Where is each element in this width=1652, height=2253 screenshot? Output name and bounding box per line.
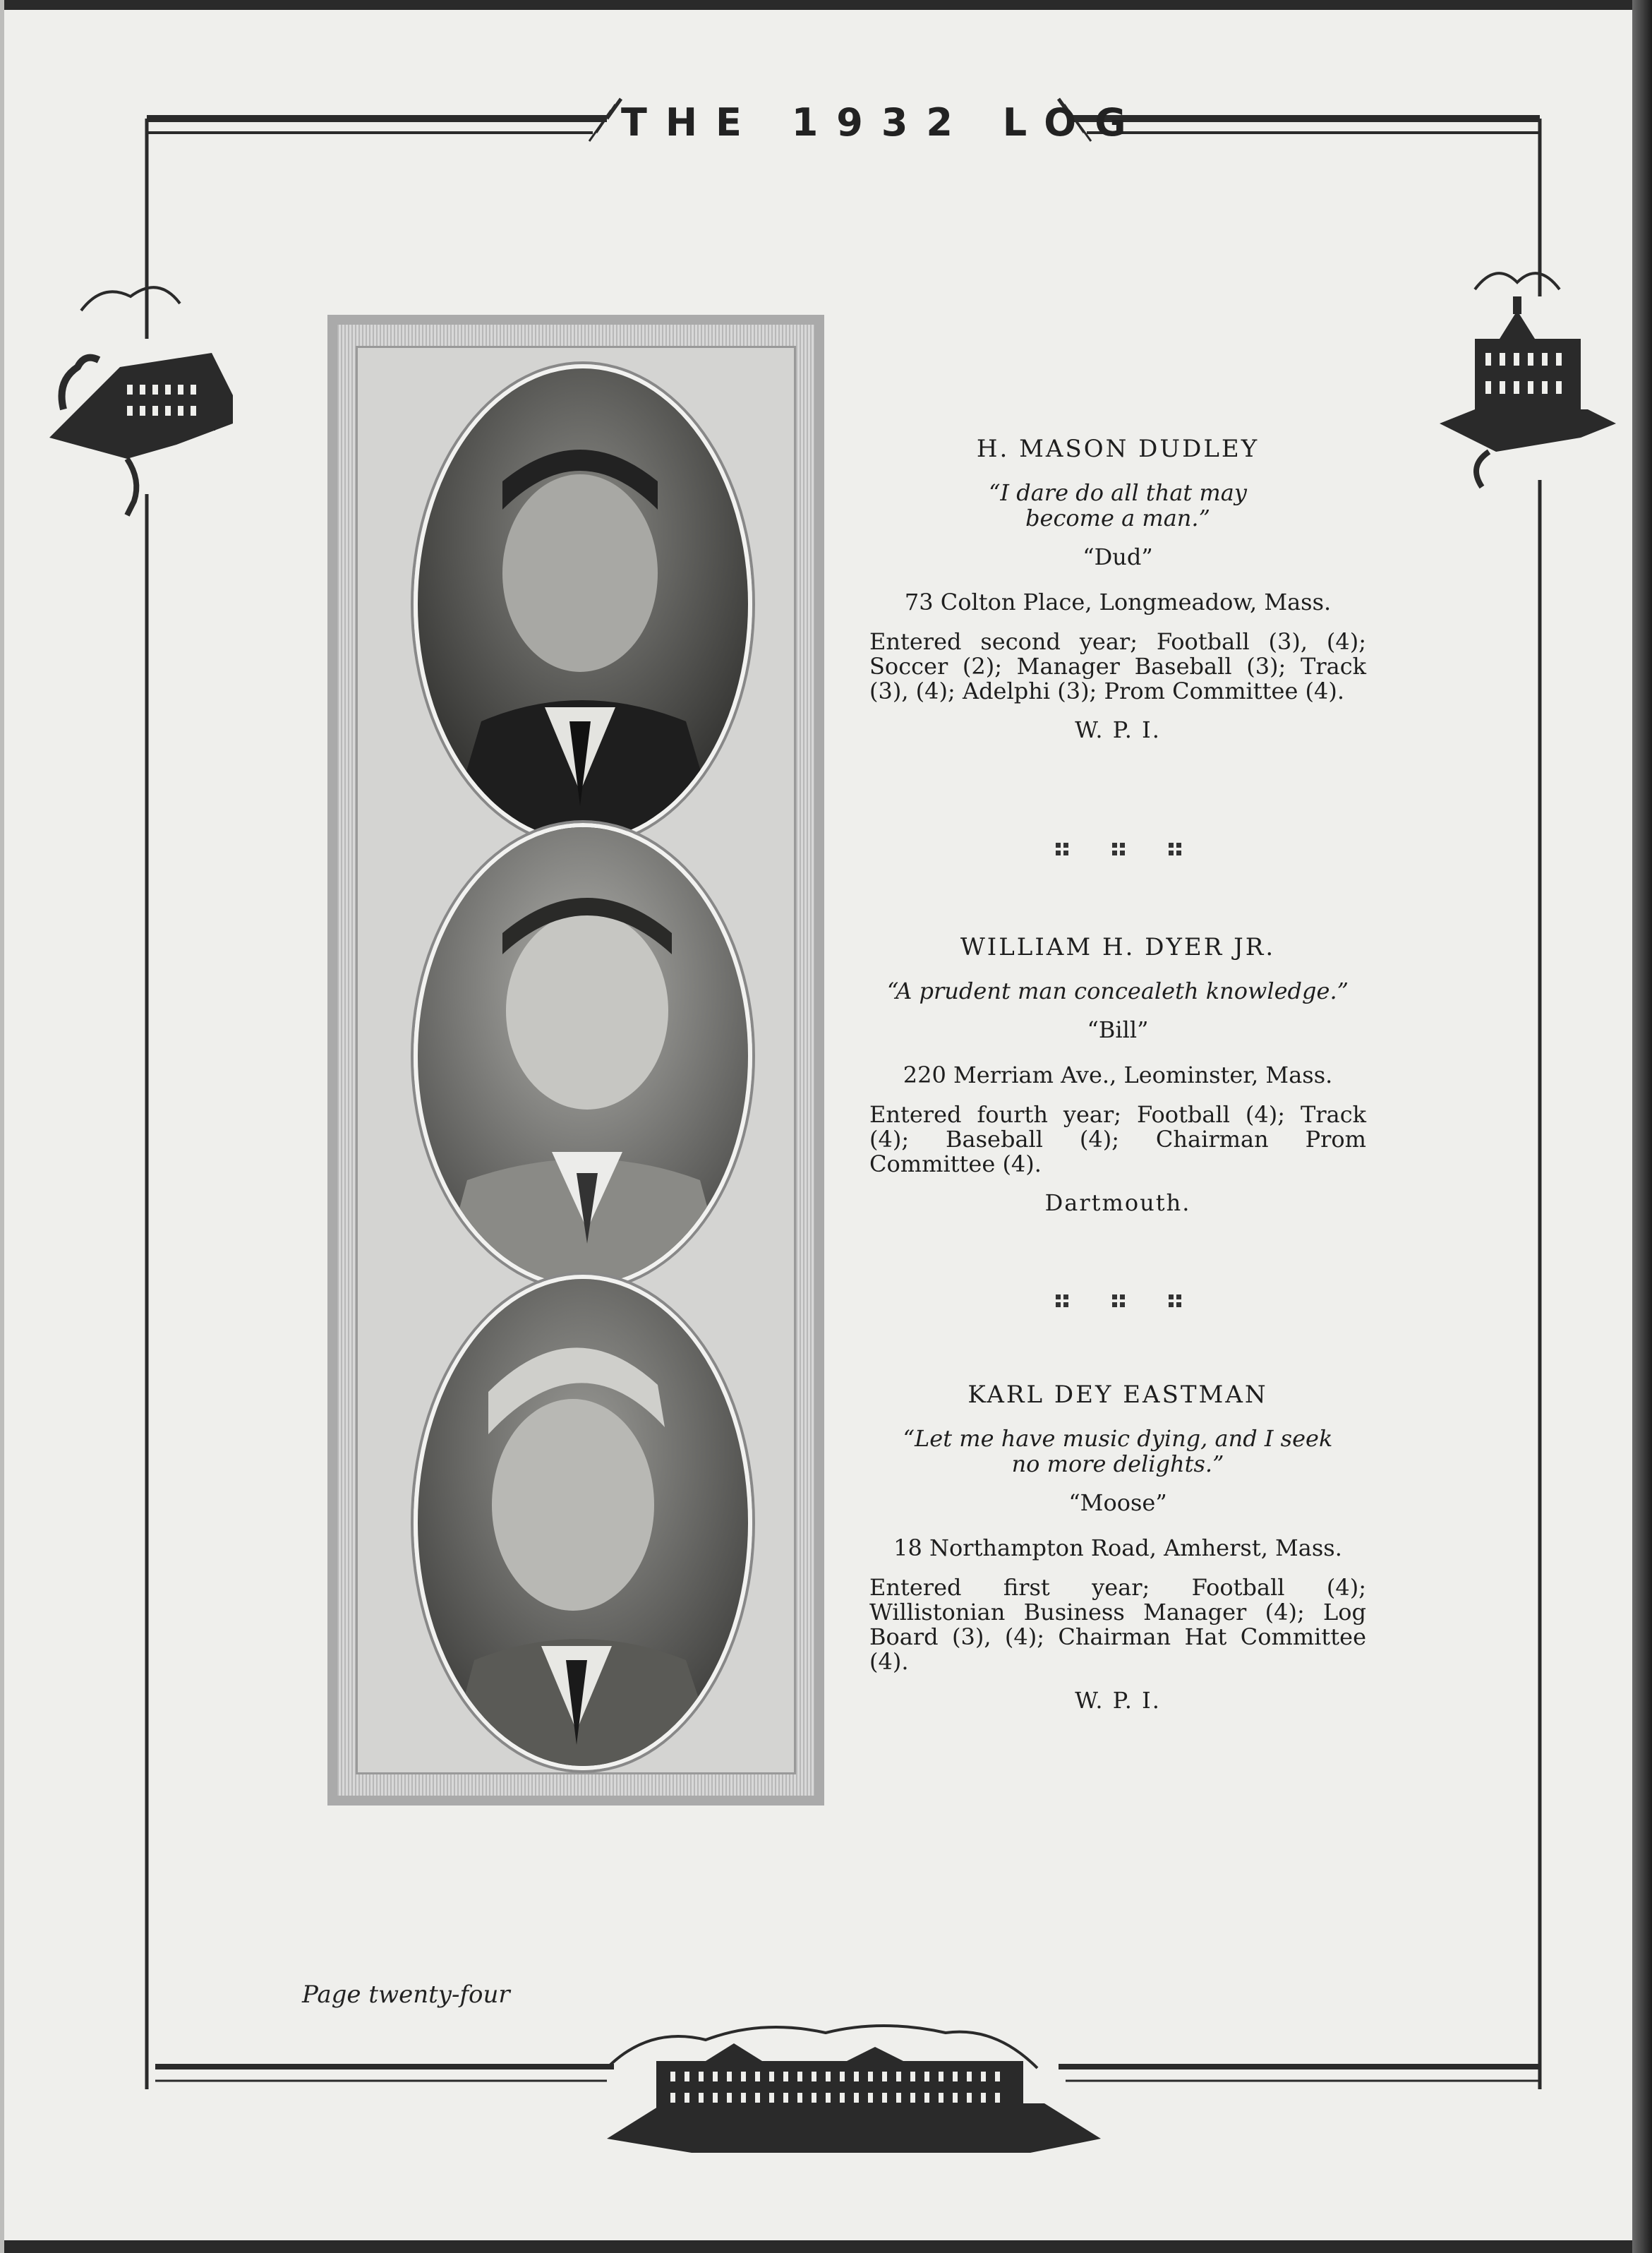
student-quote: “I dare do all that may become a man.” bbox=[989, 479, 1247, 531]
building-ornament-right bbox=[1440, 273, 1616, 487]
entry-separator bbox=[1051, 839, 1186, 860]
page-number: Page twenty-four bbox=[302, 1981, 510, 2009]
student-record: Entered second year; Football (3), (4); Soccer (2); Manager Baseball (3); Track (3), (4); Adelphi (3); Prom Committee (4). bbox=[869, 628, 1366, 704]
student-entry-dudley bbox=[869, 435, 1366, 743]
student-address: 220 Merriam Ave., Leominster, Mass. bbox=[903, 1062, 1333, 1088]
student-name: WILLIAM H. DYER JR. bbox=[960, 933, 1276, 961]
student-entry-dyer bbox=[869, 933, 1366, 1216]
student-nickname: “Dud” bbox=[1083, 543, 1153, 570]
student-name: KARL DEY EASTMAN bbox=[967, 1381, 1268, 1409]
portrait-panel bbox=[327, 315, 824, 1806]
building-ornament-left bbox=[49, 287, 233, 515]
student-college: W. P. I. bbox=[1075, 1687, 1161, 1714]
student-nickname: “Bill” bbox=[1087, 1016, 1149, 1043]
portrait-dyer bbox=[414, 823, 752, 1289]
student-record: Entered fourth year; Football (4); Track (4); Baseball (4); Chairman Prom Committee (4). bbox=[869, 1101, 1366, 1177]
student-name: H. MASON DUDLEY bbox=[976, 435, 1260, 463]
portrait-eastman bbox=[414, 1275, 752, 1770]
student-address: 73 Colton Place, Longmeadow, Mass. bbox=[904, 589, 1332, 615]
portrait-dudley-image bbox=[418, 368, 748, 840]
yearbook-title: THE 1932 LOG bbox=[621, 100, 1145, 145]
portrait-dyer-image bbox=[418, 827, 748, 1285]
student-address: 18 Northampton Road, Amherst, Mass. bbox=[893, 1534, 1342, 1561]
student-nickname: “Moose” bbox=[1068, 1489, 1167, 1516]
student-record: Entered first year; Football (4); Willistonian Business Manager (4); Log Board (3), (4); Chairman Hat Committee (4). bbox=[869, 1574, 1366, 1675]
entry-separator bbox=[1051, 1290, 1186, 1311]
student-quote: “A prudent man concealeth knowledge.” bbox=[887, 978, 1349, 1004]
student-quote: “Let me have music dying, and I seek no more delights.” bbox=[903, 1425, 1333, 1477]
portrait-dudley bbox=[414, 364, 752, 844]
building-ornament-bottom bbox=[607, 2026, 1101, 2153]
student-entry-eastman bbox=[869, 1381, 1366, 1714]
student-college: Dartmouth. bbox=[1044, 1189, 1191, 1216]
portrait-eastman-image bbox=[418, 1279, 748, 1766]
student-college: W. P. I. bbox=[1075, 716, 1161, 743]
